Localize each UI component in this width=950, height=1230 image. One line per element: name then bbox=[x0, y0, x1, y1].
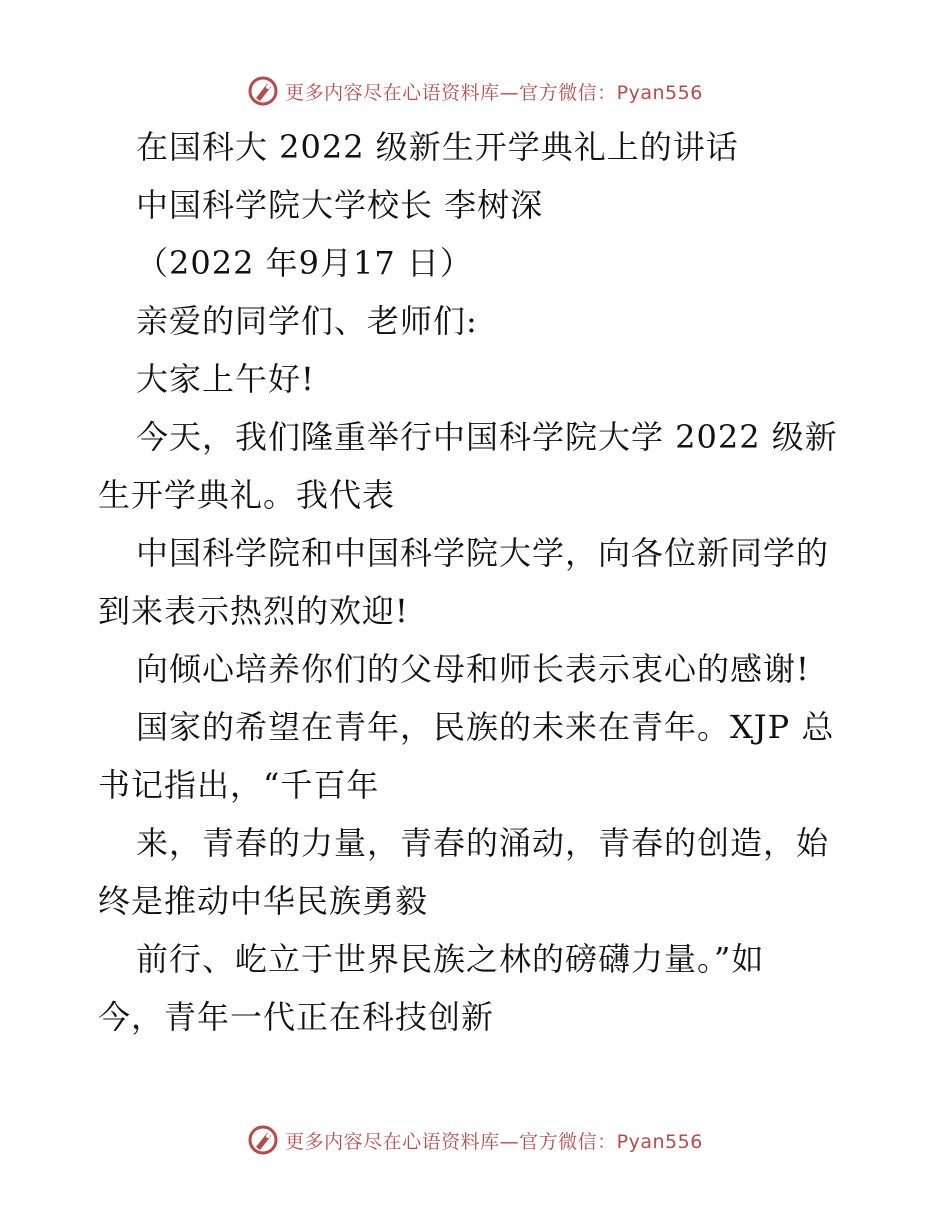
paragraph-line: 中国科学院和中国科学院大学，向各位新同学的 bbox=[136, 534, 830, 572]
greeting-line: 大家上午好! bbox=[136, 360, 315, 398]
paragraph-line: 终是推动中华民族勇毅 bbox=[98, 882, 429, 920]
header-watermark-text: 更多内容尽在心语资料库—官方微信：Pyan556 bbox=[285, 81, 703, 104]
paragraph-line: 向倾心培养你们的父母和师长表示衷心的感谢! bbox=[136, 650, 810, 688]
date-line: （2022 年9月17 日） bbox=[136, 244, 473, 282]
paragraph-line: 书记指出，“千百年 bbox=[98, 766, 380, 804]
paragraph-line: 国家的希望在青年，民族的未来在青年。XJP 总 bbox=[136, 708, 835, 746]
paragraph-line: 生开学典礼。我代表 bbox=[98, 476, 396, 514]
paragraph-line: 到来表示热烈的欢迎! bbox=[98, 592, 409, 630]
salutation-line: 亲爱的同学们、老师们: bbox=[136, 302, 478, 340]
speaker-line: 中国科学院大学校长 李树深 bbox=[136, 186, 544, 224]
footer-watermark bbox=[0, 1120, 950, 1160]
paragraph-line: 今，青年一代正在科技创新 bbox=[98, 998, 495, 1036]
pen-nib-circle-icon bbox=[247, 1124, 279, 1156]
speech-title: 在国科大 2022 级新生开学典礼上的讲话 bbox=[136, 128, 739, 166]
footer-watermark-text: 更多内容尽在心语资料库—官方微信：Pyan556 bbox=[285, 1130, 703, 1153]
paragraph-line: 前行、屹立于世界民族之林的磅礴力量。”如 bbox=[136, 940, 765, 978]
paragraph-line: 今天，我们隆重举行中国科学院大学 2022 级新 bbox=[136, 418, 838, 456]
paragraph-line: 来，青春的力量，青春的涌动，青春的创造，始 bbox=[136, 824, 830, 862]
